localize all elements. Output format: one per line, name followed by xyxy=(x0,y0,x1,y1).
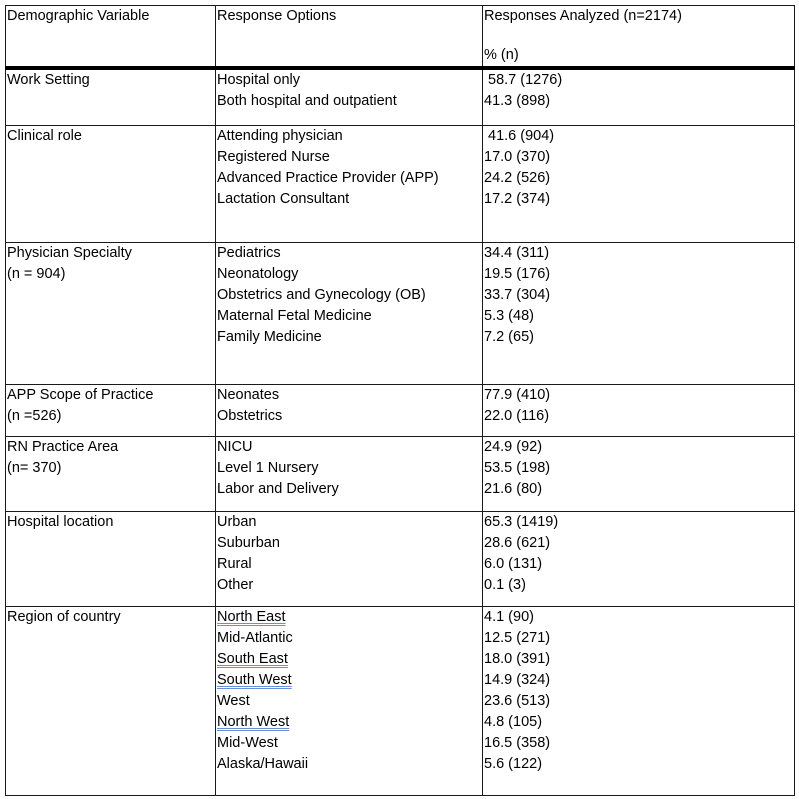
response-option: Suburban xyxy=(217,534,280,551)
table-header-row xyxy=(6,6,795,69)
options-cell xyxy=(216,606,483,795)
response-value: 21.6 (80) xyxy=(484,480,543,497)
response-option xyxy=(217,670,481,691)
response-value: 5.3 (48) xyxy=(484,307,534,324)
values-cell xyxy=(483,242,795,384)
response-option: Neonatology xyxy=(217,265,299,282)
table-body xyxy=(6,68,795,795)
variable-label: Clinical role xyxy=(7,127,82,144)
response-option: Registered Nurse xyxy=(217,148,330,165)
header-responses-title: Responses Analyzed (n=2174) xyxy=(484,8,682,24)
response-option: Other xyxy=(217,576,254,593)
options-cell xyxy=(216,384,483,436)
variable-cell xyxy=(6,384,216,436)
variable-label: Work Setting xyxy=(7,72,90,88)
header-responses xyxy=(483,6,795,69)
response-value: 24.9 (92) xyxy=(484,438,543,455)
response-option xyxy=(217,649,481,670)
response-option: Lactation Consultant xyxy=(217,190,350,207)
response-option: Pediatrics xyxy=(217,244,281,261)
response-option: Mid-West xyxy=(217,734,278,751)
response-value: 17.0 (370) xyxy=(484,148,551,165)
variable-cell xyxy=(6,511,216,606)
header-options-label: Response Options xyxy=(217,8,337,24)
response-option: Advanced Practice Provider (APP) xyxy=(217,169,439,186)
response-value: 41.6 (904) xyxy=(484,127,555,144)
response-value: 7.2 (65) xyxy=(484,328,534,345)
response-option: Both hospital and outpatient xyxy=(217,93,397,109)
options-cell xyxy=(216,125,483,242)
response-option: West xyxy=(217,692,250,709)
variable-label: Hospital location xyxy=(7,513,114,530)
response-option xyxy=(217,712,481,733)
response-value: 28.6 (621) xyxy=(484,534,551,551)
response-option-text: North West xyxy=(217,713,290,730)
demographics-table xyxy=(5,5,795,796)
table-row xyxy=(6,606,795,795)
response-value: 14.9 (324) xyxy=(484,671,551,688)
options-cell xyxy=(216,436,483,511)
variable-cell xyxy=(6,606,216,795)
response-option: Urban xyxy=(217,513,257,530)
values-cell xyxy=(483,68,795,125)
response-value: 24.2 (526) xyxy=(484,169,551,186)
table-row xyxy=(6,436,795,511)
values-cell xyxy=(483,606,795,795)
header-variable xyxy=(6,6,216,69)
response-value: 34.4 (311) xyxy=(484,244,550,261)
response-option xyxy=(217,607,481,628)
response-value: 12.5 (271) xyxy=(484,629,551,646)
table-row xyxy=(6,242,795,384)
response-value: 4.1 (90) xyxy=(484,608,534,625)
response-value: 65.3 (1419) xyxy=(484,513,559,530)
variable-cell xyxy=(6,436,216,511)
response-option: Hospital only xyxy=(217,72,301,88)
response-value: 18.0 (391) xyxy=(484,650,551,667)
variable-label: (n = 904) xyxy=(7,265,66,282)
variable-cell xyxy=(6,242,216,384)
values-cell xyxy=(483,125,795,242)
header-options xyxy=(216,6,483,69)
values-cell xyxy=(483,384,795,436)
response-option: Mid-Atlantic xyxy=(217,629,293,646)
response-option: Family Medicine xyxy=(217,328,322,345)
values-cell xyxy=(483,436,795,511)
response-option: Obstetrics xyxy=(217,407,283,424)
response-value: 17.2 (374) xyxy=(484,190,551,207)
response-option: Alaska/Hawaii xyxy=(217,755,309,772)
variable-label: APP Scope of Practice xyxy=(7,386,154,403)
options-cell xyxy=(216,242,483,384)
variable-label: RN Practice Area xyxy=(7,438,119,455)
header-variable-label: Demographic Variable xyxy=(7,8,150,24)
response-value: 19.5 (176) xyxy=(484,265,551,282)
response-option-text: South East xyxy=(217,650,288,667)
response-option-text: South West xyxy=(217,671,292,688)
response-option: Level 1 Nursery xyxy=(217,459,319,476)
options-cell xyxy=(216,511,483,606)
response-value: 16.5 (358) xyxy=(484,734,551,751)
variable-label: (n= 370) xyxy=(7,459,62,476)
response-value: 53.5 (198) xyxy=(484,459,551,476)
response-option: Attending physician xyxy=(217,127,343,144)
variable-label: Physician Specialty xyxy=(7,244,132,261)
table-row xyxy=(6,384,795,436)
variable-cell xyxy=(6,125,216,242)
response-value: 6.0 (131) xyxy=(484,555,543,572)
response-value: 58.7 (1276) xyxy=(484,72,563,88)
variable-label: (n =526) xyxy=(7,407,62,424)
response-value: 41.3 (898) xyxy=(484,93,551,109)
response-option-text: North East xyxy=(217,608,286,625)
response-option: Labor and Delivery xyxy=(217,480,339,497)
response-value: 4.8 (105) xyxy=(484,713,543,730)
response-value: 22.0 (116) xyxy=(484,407,550,424)
response-option: Rural xyxy=(217,555,252,572)
response-value: 77.9 (410) xyxy=(484,386,551,403)
response-value: 0.1 (3) xyxy=(484,576,526,593)
response-option: Obstetrics and Gynecology (OB) xyxy=(217,286,426,303)
response-option: Maternal Fetal Medicine xyxy=(217,307,372,324)
table-row xyxy=(6,125,795,242)
values-cell xyxy=(483,511,795,606)
response-option: Neonates xyxy=(217,386,280,403)
response-value: 33.7 (304) xyxy=(484,286,551,303)
options-cell xyxy=(216,68,483,125)
header-responses-unit: % (n) xyxy=(484,47,519,63)
response-option: NICU xyxy=(217,438,253,455)
table-row xyxy=(6,68,795,125)
variable-label: Region of country xyxy=(7,608,121,625)
table-row xyxy=(6,511,795,606)
response-value: 5.6 (122) xyxy=(484,755,543,772)
response-value: 23.6 (513) xyxy=(484,692,551,709)
variable-cell xyxy=(6,68,216,125)
